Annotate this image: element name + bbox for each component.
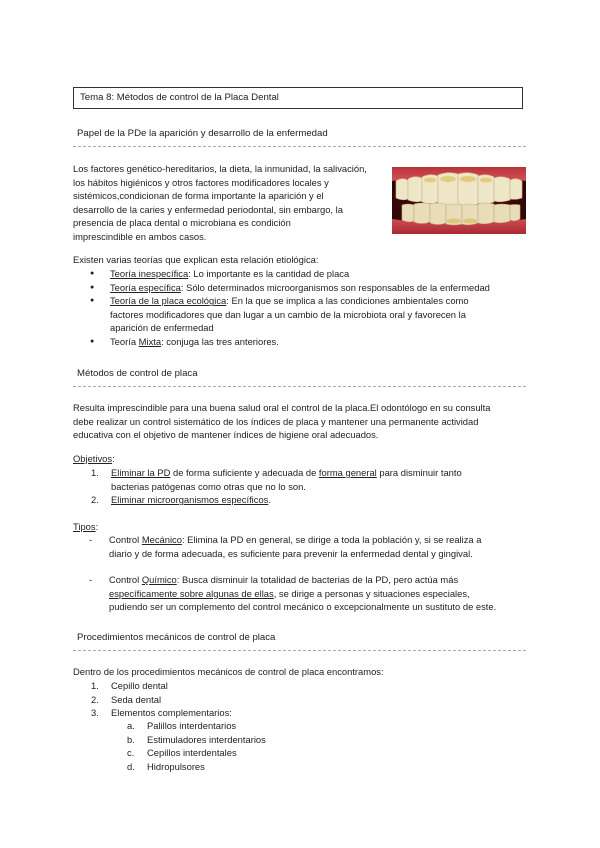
tipos-label: [73, 520, 98, 534]
label-colon: :: [112, 453, 115, 464]
label-colon: :: [95, 521, 99, 532]
tipos-list: [88, 533, 528, 560]
objective-text: para disminuir tanto: [376, 467, 462, 478]
procedimientos-intro: Dentro de los procedimientos mecánicos de control de placa encontramos:: [73, 666, 384, 677]
section-heading-procedimientos: Procedimientos mecánicos de control de placa: [77, 632, 276, 643]
theory-text: : En la que se implica a las condiciones ambientales como: [226, 295, 469, 307]
section-divider: [73, 146, 526, 147]
list-item: [91, 679, 391, 693]
item-letter: b.: [127, 733, 135, 745]
text-line: educativa con el objetivo de mantener índices de higiene oral adecuados.: [73, 429, 379, 441]
text-line: [109, 587, 528, 601]
theory-name: Teoría de la placa ecológica: [110, 295, 227, 307]
theories-list: [88, 267, 528, 349]
tipo-text: , se dirige a personas y situaciones especiales,: [273, 587, 470, 599]
tipo-name: Mecánico: [141, 534, 182, 545]
text-line: pudiendo ser un complemento del control mecánico o excepcionalmente un sustituto de este.: [109, 601, 497, 613]
text-line: desarrollo de la caries y enfermedad periodontal, sin embargo, la: [73, 203, 343, 215]
text-line: bacterias patógenas como otras que no lo son.: [111, 480, 306, 492]
theories-intro: Existen varias teorías que explican esta relación etiológica:: [73, 254, 319, 265]
list-item: [127, 719, 387, 733]
section-divider: [73, 386, 526, 387]
objetivos-label-text: Objetivos: [73, 453, 113, 464]
item-label: Seda dental: [111, 693, 162, 705]
list-item: [88, 281, 528, 295]
procedimientos-list: [91, 679, 391, 720]
tipos-label-text: Tipos: [73, 521, 96, 532]
tipo-name: Químico: [141, 574, 177, 585]
theory-text: : Lo importante es la cantidad de placa: [188, 268, 350, 279]
text-line: los hábitos higiénicos y otros factores modificadores locales y: [73, 176, 329, 188]
objective-text: .: [268, 494, 271, 506]
tipo-text: : Elimina la PD en general, se dirige a toda la población y, si se realiza a: [181, 534, 482, 545]
section-divider: [73, 650, 526, 651]
teeth-photo-illustration: [392, 167, 526, 234]
text-line: factores modificadores que dan lugar a un cambio de la microbiota oral y favorecen la: [110, 308, 466, 320]
list-item: [88, 267, 528, 281]
item-label: Estimuladores interdentarios: [147, 733, 266, 745]
tipo-prefix: Control: [109, 534, 142, 545]
metodos-paragraph: [73, 401, 528, 442]
text-line: imprescindible en ambos casos.: [73, 230, 207, 242]
list-item: [88, 294, 528, 335]
item-number: 2.: [91, 494, 99, 506]
item-letter: a.: [127, 720, 135, 731]
item-number: 1.: [91, 467, 99, 478]
item-label: Cepillo dental: [111, 680, 168, 691]
text-line: debe realizar un control sistemático de los índices de placa y mantener una permanente actividad: [73, 415, 479, 427]
theory-name: Teoría específica: [110, 281, 181, 293]
objective-text: de forma suficiente y adecuada de: [170, 467, 319, 478]
section-heading-metodos: Métodos de control de placa: [77, 368, 198, 379]
text-line: diario y de forma adecuada, es suficiente para prevenir la enfermedad dental y gingival.: [109, 547, 473, 559]
item-letter: c.: [127, 747, 135, 759]
item-number: 2.: [91, 693, 99, 705]
theory-text: : conjuga las tres anteriores.: [161, 335, 279, 347]
section-heading-papel: Papel de la PDe la aparición y desarrollo de la enfermedad: [77, 128, 328, 139]
teeth-plaque-image: [392, 167, 526, 234]
tipo-prefix: Control: [109, 574, 142, 585]
item-letter: d.: [127, 760, 135, 772]
text-line: Los factores genético-hereditarios, la dieta, la inmunidad, la salivación,: [73, 163, 367, 174]
list-item: [91, 466, 531, 493]
objetivos-label: [73, 452, 115, 466]
list-item: [91, 493, 531, 507]
theory-text: : Sólo determinados microorganismos son responsables de la enfermedad: [180, 281, 490, 293]
objective-key: Eliminar la PD: [111, 467, 171, 478]
item-label: Hidropulsores: [147, 760, 205, 772]
page-title: Tema 8: Métodos de control de la Placa Dental: [73, 87, 523, 109]
elementos-sublist: [127, 719, 387, 773]
item-number: 1.: [91, 680, 99, 691]
dash-marker: -: [89, 574, 93, 585]
text-line: aparición de enfermedad: [110, 322, 214, 334]
text-line: presencia de placa dental o microbiana es condición: [73, 217, 291, 229]
tipo-text: : Busca disminuir la totalidad de bacterias de la PD, pero actúa más: [176, 574, 459, 585]
list-item: [88, 573, 528, 614]
list-item: [127, 733, 387, 747]
list-item: [127, 760, 387, 774]
dash-marker: -: [89, 534, 93, 545]
objective-key: Eliminar microorganismos específicos: [111, 494, 269, 506]
tipo-emphasis: específicamente sobre algunas de ellas: [109, 587, 274, 599]
tipos-list-2: [88, 573, 528, 614]
item-number: 3.: [91, 707, 99, 719]
list-item: [88, 335, 528, 349]
list-item: [88, 533, 528, 560]
list-item: [91, 706, 391, 720]
intro-paragraph: [73, 162, 391, 244]
list-item: [91, 693, 391, 707]
item-label: Elementos complementarios:: [111, 707, 232, 719]
item-label: Palillos interdentarios: [147, 720, 237, 731]
theory-name: Mixta: [138, 335, 162, 347]
text-line: sistémicos,condicionan de forma importante la aparición y el: [73, 190, 324, 202]
item-label: Cepillos interdentales: [147, 747, 237, 759]
theory-name: Teoría inespecífica: [110, 268, 189, 279]
objective-key: forma general: [318, 467, 377, 478]
list-item: [127, 746, 387, 760]
theory-prefix: Teoría: [110, 335, 139, 347]
text-line: Resulta imprescindible para una buena salud oral el control de la placa.El odontólogo en su consulta: [73, 402, 491, 413]
objetivos-list: [91, 466, 531, 507]
